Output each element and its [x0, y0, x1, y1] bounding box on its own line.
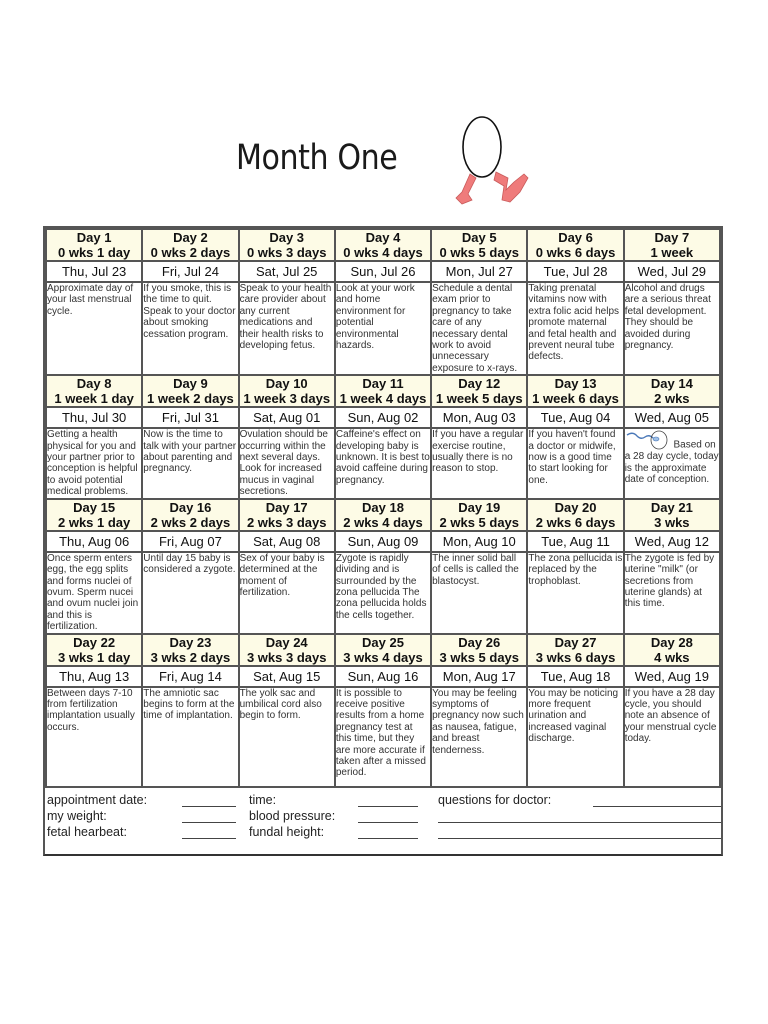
day-header-cell [431, 375, 527, 407]
day-number: Day 21 [650, 499, 693, 515]
day-date: Tue, Aug 11 [527, 531, 623, 552]
day-number: Day 2 [173, 230, 208, 245]
day-note: The amniotic sac begins to form at the time of implantation. [143, 687, 235, 722]
gestational-age: 2 wks 1 day [58, 514, 131, 530]
day-header-cell [624, 375, 720, 407]
day-note-cell [46, 428, 142, 498]
day-date: Tue, Aug 18 [527, 666, 623, 687]
day-number: Day 5 [461, 230, 497, 245]
day-date: Thu, Jul 23 [46, 261, 142, 282]
gestational-age: 3 wks 2 days [150, 649, 231, 665]
day-header-cell [527, 375, 623, 407]
day-date: Thu, Aug 13 [46, 666, 142, 687]
questions-blank-2[interactable] [438, 822, 721, 823]
day-note: You may be noticing more frequent urination and increased vaginal discharge. [528, 687, 619, 745]
day-header-cell [239, 375, 335, 407]
day-note-cell [335, 687, 431, 787]
day-number: Day 27 [554, 634, 597, 650]
appointment-notes [45, 788, 721, 854]
blood-pressure-blank[interactable] [358, 822, 418, 823]
calendar-grid [45, 228, 721, 788]
day-date: Mon, Jul 27 [431, 261, 527, 282]
day-note-cell [431, 687, 527, 787]
questions-blank-1[interactable] [593, 806, 721, 807]
day-note-cell [335, 428, 431, 498]
day-note: Once sperm enters egg, the egg splits and forms nuclei of ovum. Sperm nucei and ovum nuclei join and this is fertilization. [47, 552, 139, 633]
gestational-age: 1 week 5 days [435, 391, 523, 407]
gestational-age: 2 wks 4 days [343, 514, 423, 530]
questions-blank-3[interactable] [438, 838, 721, 839]
week-header-row [46, 375, 720, 407]
day-note: If you smoke, this is the time to quit. Speak to your doctor about smoking cessation program. [143, 283, 236, 340]
day-number: Day 18 [362, 499, 404, 515]
day-note-cell [431, 552, 527, 634]
gestational-age: 1 week 4 days [339, 391, 427, 407]
gestational-age: 1 week [650, 245, 694, 260]
gestational-age: 1 week 2 days [147, 391, 234, 407]
fundal-height-label: fundal height: [249, 824, 325, 839]
week-header-row [46, 634, 720, 666]
day-note-cell [527, 282, 623, 375]
day-date: Sat, Aug 15 [239, 666, 335, 687]
day-date: Tue, Aug 04 [527, 407, 623, 428]
day-number: Day 12 [458, 376, 501, 392]
day-header-cell [431, 499, 527, 531]
sperm-egg-icon [625, 429, 673, 451]
day-note-cell [431, 428, 527, 498]
day-header-cell [142, 375, 238, 407]
day-header-cell [239, 499, 335, 531]
day-header-cell [142, 229, 238, 261]
gestational-age: 2 wks 2 days [150, 514, 231, 530]
gestational-age: 2 wks [654, 391, 690, 407]
day-note-cell [239, 687, 335, 787]
day-number: Day 19 [458, 499, 501, 515]
gestational-age: 3 wks [654, 514, 690, 530]
day-number: Day 9 [173, 376, 208, 392]
day-number: Day 16 [169, 499, 212, 515]
day-date: Sat, Aug 01 [239, 407, 335, 428]
gestational-age: 3 wks 6 days [535, 649, 616, 665]
fetal-heartbeat-label: fetal hearbeat: [47, 824, 127, 839]
day-note: It is possible to receive positive results from a home pregnancy test at this time, but they are more accurate if taken after a missed period. [335, 687, 426, 779]
day-note-cell [46, 282, 142, 375]
day-number: Day 28 [650, 634, 693, 650]
day-note: Ovulation should be occurring within the next several days. Look for increased mucus in vaginal secretions. [239, 429, 328, 498]
day-note-cell [527, 687, 623, 787]
day-date: Sun, Aug 16 [335, 666, 431, 687]
day-note-cell [527, 552, 623, 634]
day-note-cell [142, 687, 238, 787]
week-date-row [46, 531, 720, 552]
gestational-age: 0 wks 4 days [343, 245, 423, 260]
day-date: Mon, Aug 10 [431, 531, 527, 552]
week-note-row [46, 552, 720, 634]
day-date: Wed, Aug 19 [624, 666, 720, 687]
day-date: Mon, Aug 17 [431, 666, 527, 687]
day-note-cell [142, 552, 238, 634]
day-note: Alcohol and drugs are a serious threat fetal development. They should be avoided during pregnancy. [624, 283, 711, 352]
appointment-date-blank[interactable] [182, 806, 236, 807]
gestational-age: 3 wks 5 days [439, 649, 520, 665]
day-note: Now is the time to talk with your partner about parenting and pregnancy. [143, 429, 237, 475]
day-date: Thu, Jul 30 [46, 407, 142, 428]
day-note: Look at your work and home environment for potential environmental hazards. [335, 283, 415, 352]
day-note: You may be feeling symptoms of pregnancy now such as nausea, fatigue, and breast tenderness. [432, 687, 524, 756]
day-note-cell [142, 428, 238, 498]
gestational-age: 3 wks 4 days [343, 649, 423, 665]
gestational-age: 3 wks 1 day [58, 649, 131, 665]
gestational-age: 3 wks 3 days [246, 649, 327, 665]
gestational-age: 1 week 3 days [243, 391, 331, 407]
day-header-cell [239, 634, 335, 666]
day-header-cell [431, 229, 527, 261]
day-number: Day 20 [554, 499, 597, 515]
day-header-cell [624, 229, 720, 261]
gestational-age: 0 wks 6 days [535, 245, 616, 260]
day-note: Between days 7-10 from fertilization implantation usually occurs. [47, 687, 135, 733]
day-note-cell [335, 552, 431, 634]
gestational-age: 4 wks [654, 649, 690, 665]
day-number: Day 17 [265, 499, 308, 515]
day-number: Day 11 [362, 376, 404, 392]
day-note: Speak to your health care provider about any current medications and their health risks to developing fetus. [239, 283, 332, 352]
gestational-age: 2 wks 5 days [439, 514, 520, 530]
gestational-age: 0 wks 1 day [58, 245, 131, 260]
day-note: The zona pellucida is replaced by the trophoblast. [528, 552, 623, 587]
gestational-age: 2 wks 6 days [535, 514, 616, 530]
my-weight-label: my weight: [47, 808, 107, 823]
blood-pressure-label: blood pressure: [249, 808, 336, 823]
gestational-age: 2 wks 3 days [246, 514, 327, 530]
day-header-cell [142, 499, 238, 531]
appointment-date-label: appointment date: [47, 792, 148, 807]
day-header-cell [335, 229, 431, 261]
fundal-height-blank[interactable] [358, 838, 418, 839]
day-note-cell [142, 282, 238, 375]
day-number: Day 15 [73, 499, 116, 515]
day-note: Based on a 28 day cycle, today is the approximate date of conception. [624, 439, 719, 486]
day-note-cell [431, 282, 527, 375]
day-date: Wed, Jul 29 [624, 261, 720, 282]
day-date: Fri, Jul 24 [142, 261, 238, 282]
day-header-cell [46, 375, 142, 407]
day-note-cell [239, 428, 335, 498]
day-date: Fri, Aug 07 [142, 531, 238, 552]
day-header-cell [239, 229, 335, 261]
title-area [236, 132, 424, 192]
day-note: The inner solid ball of cells is called the blastocyst. [432, 552, 519, 587]
week-date-row [46, 261, 720, 282]
day-note: The zygote is fed by uterine "milk" (or secretions from uterine glands) at this time. [624, 552, 715, 610]
day-note-cell [239, 552, 335, 634]
day-number: Day 14 [650, 376, 693, 392]
day-note-cell [624, 552, 720, 634]
day-note: If you have a regular exercise routine, usually there is no reason to stop. [432, 429, 524, 475]
day-note-cell [46, 552, 142, 634]
day-header-cell [46, 499, 142, 531]
day-number: Day 24 [265, 634, 308, 650]
day-number: Day 1 [76, 230, 112, 245]
day-date: Sat, Aug 08 [239, 531, 335, 552]
my-weight-blank[interactable] [182, 822, 236, 823]
day-number: Day 6 [558, 230, 593, 245]
day-date: Mon, Aug 03 [431, 407, 527, 428]
day-note: Sex of your baby is determined at the moment of fertilization. [239, 552, 325, 598]
day-number: Day 22 [73, 634, 116, 650]
day-note: Until day 15 baby is considered a zygote. [143, 552, 236, 576]
egg-mascot-icon [452, 112, 532, 212]
day-header-cell [527, 499, 623, 531]
week-note-row [46, 687, 720, 787]
day-header-cell [335, 499, 431, 531]
day-header-cell [46, 229, 142, 261]
day-note-cell [239, 282, 335, 375]
day-header-cell [335, 375, 431, 407]
day-header-cell [624, 499, 720, 531]
day-header-cell [142, 634, 238, 666]
day-note: The yolk sac and umbilical cord also begin to form. [239, 687, 322, 722]
gestational-age: 1 week 1 day [54, 391, 134, 407]
day-number: Day 25 [362, 634, 404, 650]
day-number: Day 26 [458, 634, 501, 650]
day-date: Fri, Jul 31 [142, 407, 238, 428]
day-date: Sun, Aug 09 [335, 531, 431, 552]
week-header-row [46, 229, 720, 261]
day-note: Zygote is rapidly dividing and is surrounded by the zona pellucida The zona pellucida holds the cells together. [335, 552, 427, 621]
day-number: Day 7 [654, 230, 690, 245]
day-note: Getting a health physical for you and your partner prior to conception is helpful to avoid potential medical problems. [47, 429, 138, 498]
day-number: Day 13 [554, 376, 597, 392]
fetal-heartbeat-blank[interactable] [182, 838, 236, 839]
day-note-cell [335, 282, 431, 375]
day-number: Day 3 [269, 230, 305, 245]
day-date: Wed, Aug 05 [624, 407, 720, 428]
time-label: time: [249, 792, 277, 807]
day-number: Day 8 [76, 376, 112, 392]
day-date: Thu, Aug 06 [46, 531, 142, 552]
day-note-cell [624, 282, 720, 375]
day-note-cell [527, 428, 623, 498]
day-date: Fri, Aug 14 [142, 666, 238, 687]
time-blank[interactable] [358, 806, 418, 807]
day-header-cell [46, 634, 142, 666]
week-date-row [46, 666, 720, 687]
day-note-cell [46, 687, 142, 787]
gestational-age: 0 wks 2 days [150, 245, 231, 260]
pregnancy-calendar [43, 226, 723, 856]
day-header-cell [527, 229, 623, 261]
day-note: If you have a 28 day cycle, you should note an absence of your menstrual cycle today. [624, 687, 717, 745]
day-note: Approximate day of your last menstrual cycle. [47, 283, 134, 317]
day-note: Taking prenatal vitamins now with extra folic acid helps promote maternal and fetal health and prevent neural tube defects. [528, 283, 620, 363]
day-header-cell [335, 634, 431, 666]
day-number: Day 4 [365, 230, 401, 245]
day-note-cell [624, 687, 720, 787]
day-date: Tue, Jul 28 [527, 261, 623, 282]
day-note: If you haven't found a doctor or midwife, now is a good time to start looking for one. [528, 429, 616, 486]
day-header-cell [624, 634, 720, 666]
gestational-age: 0 wks 5 days [439, 245, 520, 260]
gestational-age: 0 wks 3 days [246, 245, 327, 260]
day-note: Schedule a dental exam prior to pregnancy to take care of any necessary dental work to avoid unnecessary exposure to x-rays. [432, 283, 518, 374]
day-date: Sat, Jul 25 [239, 261, 335, 282]
day-date: Sun, Aug 02 [335, 407, 431, 428]
day-note-cell [624, 428, 720, 498]
day-header-cell [431, 634, 527, 666]
week-note-row [46, 282, 720, 375]
day-number: Day 23 [169, 634, 212, 650]
week-note-row [46, 428, 720, 498]
page-title: Month One [236, 138, 398, 178]
day-date: Sun, Jul 26 [335, 261, 431, 282]
questions-label: questions for doctor: [438, 792, 552, 807]
day-date: Wed, Aug 12 [624, 531, 720, 552]
day-number: Day 10 [265, 376, 308, 392]
day-header-cell [527, 634, 623, 666]
day-note: Caffeine's effect on developing baby is unknown. It is best to avoid caffeine during pregnancy. [335, 429, 430, 486]
gestational-age: 1 week 6 days [532, 391, 619, 407]
week-header-row [46, 499, 720, 531]
week-date-row [46, 407, 720, 428]
